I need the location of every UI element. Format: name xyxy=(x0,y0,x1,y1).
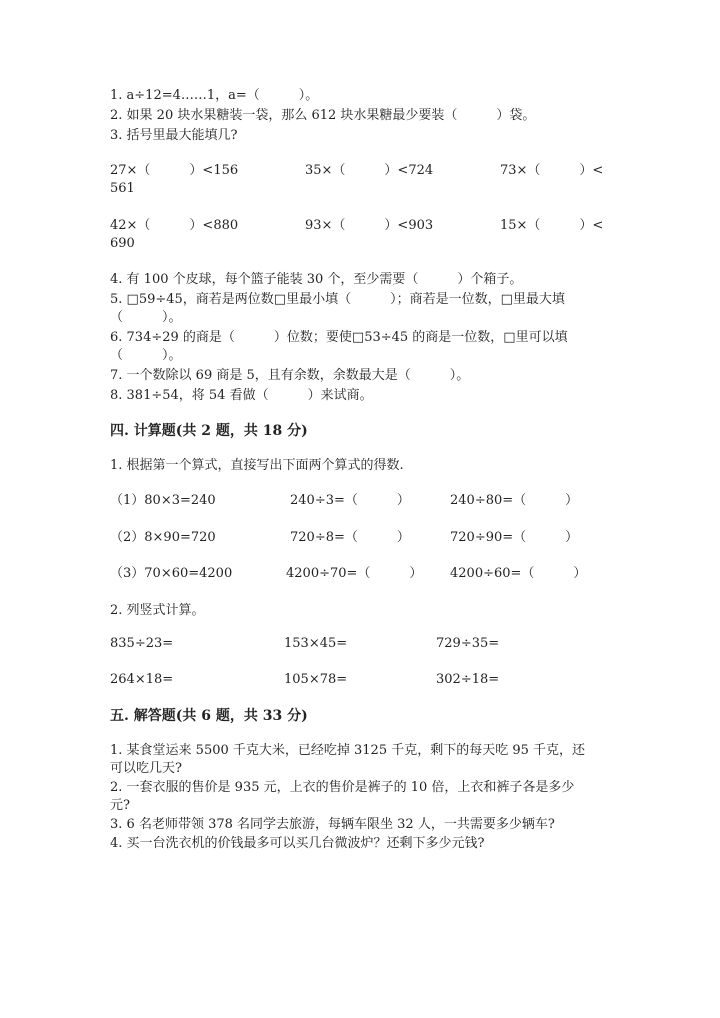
calc-3a: （3）70×60=4200 xyxy=(110,566,233,581)
ineq-1c-cont: 561 xyxy=(110,181,135,196)
calc-2b: 720÷8=（ ） xyxy=(290,530,410,545)
ineq-2c: 15×（ ）< xyxy=(500,218,604,233)
question-3-5-cont: （ ）。 xyxy=(110,310,182,325)
question-5-2: 2. 一套衣服的售价是 935 元，上衣的售价是裤子的 10 倍，上衣和裤子各是多少 xyxy=(110,780,575,795)
calc-1a: （1）80×3=240 xyxy=(110,493,216,508)
calc-3c: 4200÷60=（ ） xyxy=(450,566,587,581)
calc-1c: 240÷80=（ ） xyxy=(450,493,579,508)
ineq-1b: 35×（ ）<724 xyxy=(305,163,434,178)
calc-2a: （2）8×90=720 xyxy=(110,530,216,545)
vert-1a: 835÷23= xyxy=(110,636,174,651)
section-4-title: 四. 计算题(共 2 题，共 18 分) xyxy=(110,423,308,439)
ineq-2b: 93×（ ）<903 xyxy=(305,218,434,233)
question-5-2-cont: 元? xyxy=(110,798,130,813)
calc-2c: 720÷90=（ ） xyxy=(450,530,579,545)
question-3-6-cont: （ ）。 xyxy=(110,348,182,363)
question-3-3: 3. 括号里最大能填几? xyxy=(110,128,238,143)
vert-2a: 264×18= xyxy=(110,672,174,687)
question-5-3: 3. 6 名老师带领 378 名同学去旅游，每辆车限坐 32 人，一共需要多少辆车? xyxy=(110,817,555,832)
question-4-1: 1. 根据第一个算式，直接写出下面两个算式的得数. xyxy=(110,458,404,473)
calc-3b: 4200÷70=（ ） xyxy=(286,566,423,581)
question-5-1-cont: 可以吃几天? xyxy=(110,761,182,776)
vert-1c: 729÷35= xyxy=(436,636,500,651)
ineq-1c: 73×（ ）< xyxy=(500,163,604,178)
question-3-4: 4. 有 100 个皮球，每个篮子能装 30 个，至少需要（ ）个箱子。 xyxy=(110,272,523,287)
ineq-2c-cont: 690 xyxy=(110,236,135,251)
ineq-2a: 42×（ ）<880 xyxy=(110,218,239,233)
question-5-4: 4. 买一台洗衣机的价钱最多可以买几台微波炉？还剩下多少元钱? xyxy=(110,836,485,851)
calc-1b: 240÷3=（ ） xyxy=(290,493,410,508)
vert-1b: 153×45= xyxy=(284,636,348,651)
question-3-6: 6. 734÷29 的商是（ ）位数；要使□53÷45 的商是一位数，□里可以填 xyxy=(110,330,568,345)
vert-2c: 302÷18= xyxy=(436,672,500,687)
section-5-title: 五. 解答题(共 6 题，共 33 分) xyxy=(110,708,308,724)
question-3-2: 2. 如果 20 块水果糖装一袋，那么 612 块水果糖最少要装（ ）袋。 xyxy=(110,108,536,123)
question-3-5: 5. □59÷45，商若是两位数□里最小填（ ）；商若是一位数，□里最大填 xyxy=(110,292,565,307)
question-4-2: 2. 列竖式计算。 xyxy=(110,603,205,618)
question-3-8: 8. 381÷54，将 54 看做（ ）来试商。 xyxy=(110,388,373,403)
question-3-7: 7. 一个数除以 69 商是 5，且有余数，余数最大是（ ）。 xyxy=(110,368,470,383)
question-3-1: 1. a÷12=4……1，a=（ ）。 xyxy=(110,88,319,103)
question-5-1: 1. 某食堂运来 5500 千克大米，已经吃掉 3125 千克，剩下的每天吃 95 千克，还 xyxy=(110,743,586,758)
vert-2b: 105×78= xyxy=(284,672,348,687)
ineq-1a: 27×（ ）<156 xyxy=(110,163,239,178)
